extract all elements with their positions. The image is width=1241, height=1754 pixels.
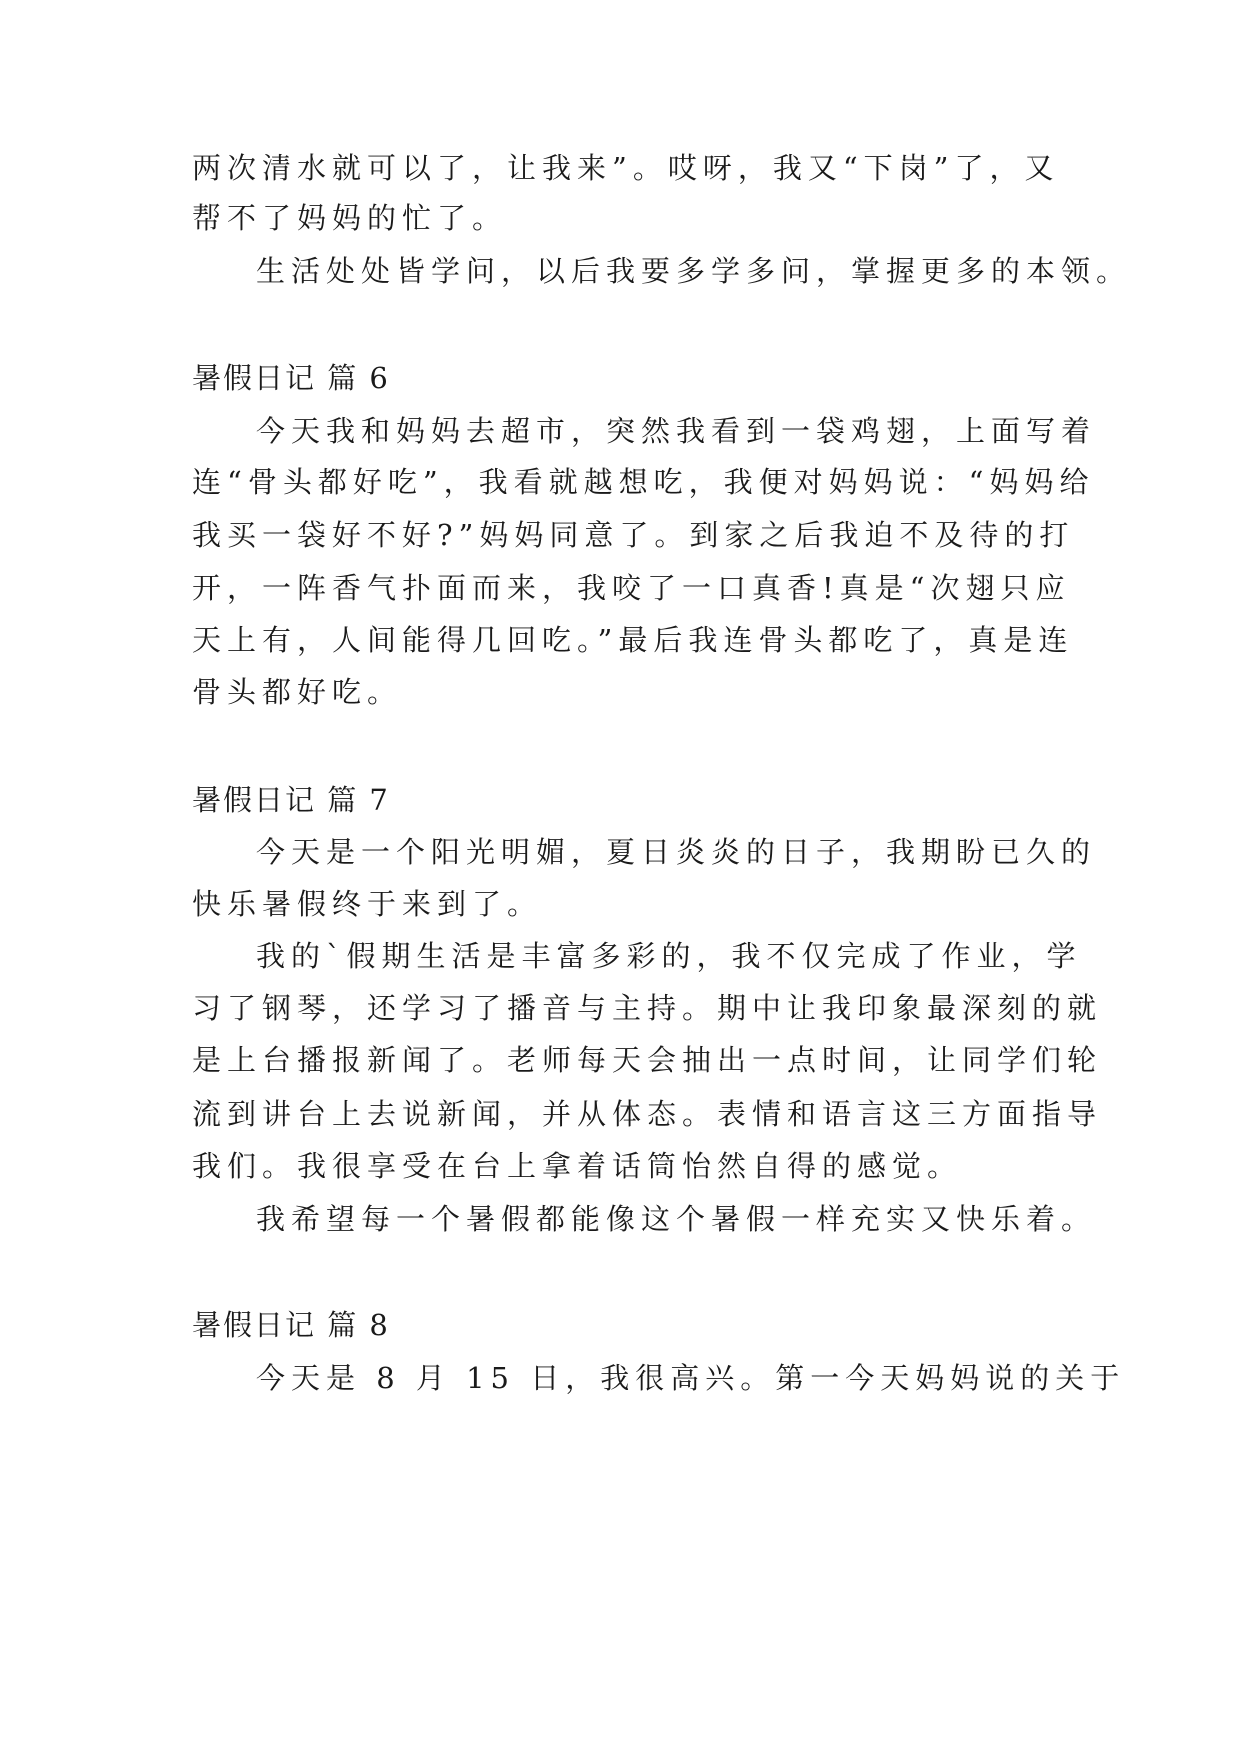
entry-title: 暑假日记 篇 7 — [192, 783, 390, 817]
paragraph-line: 我买一袋好不好?”妈妈同意了。到家之后我迫不及待的打 — [192, 518, 1075, 552]
paragraph-line: 连“骨头都好吃”，我看就越想吃，我便对妈妈说：“妈妈给 — [192, 465, 1095, 499]
paragraph-line: 帮不了妈妈的忙了。 — [192, 201, 508, 235]
paragraph-line: 是上台播报新闻了。老师每天会抽出一点时间，让同学们轮 — [192, 1043, 1103, 1077]
paragraph-line: 今天是一个阳光明媚，夏日炎炎的日子，我期盼已久的 — [256, 835, 1097, 869]
paragraph-line: 今天我和妈妈去超市，突然我看到一袋鸡翅，上面写着 — [256, 414, 1097, 448]
paragraph-line: 习了钢琴，还学习了播音与主持。期中让我印象最深刻的就 — [192, 991, 1103, 1025]
paragraph-line: 快乐暑假终于来到了。 — [192, 887, 543, 921]
paragraph-line: 我的`假期生活是丰富多彩的，我不仅完成了作业，学 — [256, 939, 1082, 973]
paragraph-line: 开，一阵香气扑面而来，我咬了一口真香!真是“次翅只应 — [192, 571, 1071, 605]
paragraph-line: 生活处处皆学问，以后我要多学多问，掌握更多的本领。 — [256, 254, 1132, 288]
entry-title: 暑假日记 篇 6 — [192, 361, 390, 395]
paragraph-line: 我希望每一个暑假都能像这个暑假一样充实又快乐着。 — [256, 1202, 1097, 1236]
paragraph-line: 我们。我很享受在台上拿着话筒怡然自得的感觉。 — [192, 1149, 963, 1183]
paragraph-line: 天上有，人间能得几回吃。”最后我连骨头都吃了，真是连 — [192, 623, 1074, 657]
paragraph-line: 两次清水就可以了，让我来”。哎呀，我又“下岗”了，又 — [192, 151, 1060, 185]
paragraph-line: 今天是 8 月 15 日，我很高兴。第一今天妈妈说的关于 — [256, 1361, 1126, 1395]
paragraph-line: 骨头都好吃。 — [192, 675, 403, 709]
entry-title: 暑假日记 篇 8 — [192, 1308, 390, 1342]
paragraph-line: 流到讲台上去说新闻，并从体态。表情和语言这三方面指导 — [192, 1097, 1103, 1131]
